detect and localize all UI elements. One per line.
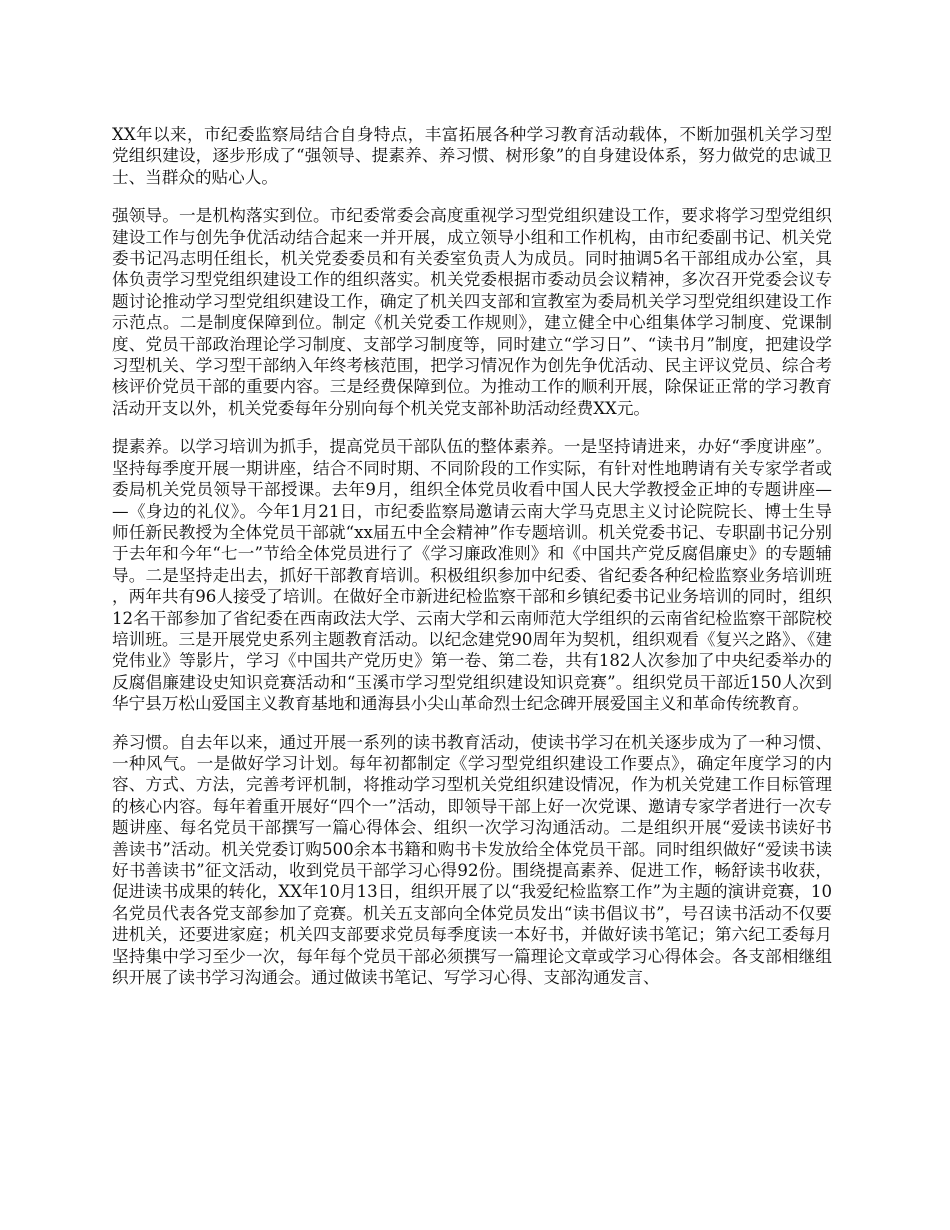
paragraph-improve-quality: 提素养。以学习培训为抓手，提高党员干部队伍的整体素养。一是坚持请进来，办好“季度讲座”。坚持每季度开展一期讲座，结合不同时期、不同阶段的工作实际，有针对性地聘请有关专家学者或委局机关党员领导干部授课。去年9月，组织全体党员收看中国人民大学教授金正坤的专题讲座——《身边的礼仪》。今年1月21日，市纪委监察局邀请云南大学马克思主义讨论院院长、博士生导师任新民教授为全体党员干部就“xx届五中全会精神”作专题培训。机关党委书记、专职副书记分别于去年和今年“七一”节给全体党员进行了《学习廉政准则》和《中国共产党反腐倡廉史》的专题辅导。二是坚持走出去，抓好干部教育培训。积极组织参加中纪委、省纪委各种纪检监察业务培训班，两年共有96人接受了培训。在做好全市新进纪检监察干部和乡镇纪委书记业务培训的同时，组织12名干部参加了省纪委在西南政法大学、云南大学和云南师范大学组织的云南省纪检监察干部院校培训班。三是开展党史系列主题教育活动。以纪念建党90周年为契机，组织观看《复兴之路》、《建党伟业》等影片，学习《中国共产党历史》第一卷、第二卷，共有182人次参加了中央纪委举办的反腐倡廉建设史知识竞赛活动和“玉溪市学习型党组织建设知识竞赛”。组织党员干部近150人次到华宁县万松山爱国主义教育基地和通海县小尖山革命烈士纪念碑开展爱国主义和革命传统教育。 bbox=[112, 437, 832, 714]
paragraph-strong-leadership: 强领导。一是机构落实到位。市纪委常委会高度重视学习型党组织建设工作，要求将学习型党组织建设工作与创先争优活动结合起来一并开展，成立领导小组和工作机构，由市纪委副书记、机关党委书记冯志明任组长，机关党委委员和有关委室负责人为成员。同时抽调5名干部组成办公室，具体负责学习型党组织建设工作的组织落实。机关党委根据市委动员会议精神，多次召开党委会议专题讨论推动学习型党组织建设工作，确定了机关四支部和宣教室为委局机关学习型党组织建设工作示范点。二是制度保障到位。制定《机关党委工作规则》，建立健全中心组集体学习制度、党课制度、党员干部政治理论学习制度、支部学习制度等，同时建立“学习日”、“读书月”制度，把建设学习型机关、学习型干部纳入年终考核范围，把学习情况作为创先争优活动、民主评议党员、综合考核评价党员干部的重要内容。三是经费保障到位。为推动工作的顺利开展，除保证正常的学习教育活动开支以外，机关党委每年分别向每个机关党支部补助活动经费XX元。 bbox=[112, 206, 832, 418]
document-body bbox=[112, 124, 832, 1005]
paragraph-intro: XX年以来，市纪委监察局结合自身特点，丰富拓展各种学习教育活动载体，不断加强机关学习型党组织建设，逐步形成了“强领导、提素养、养习惯、树形象”的自身建设体系，努力做党的忠诚卫士、当群众的贴心人。 bbox=[112, 125, 832, 187]
paragraph-build-habits: 养习惯。自去年以来，通过开展一系列的读书教育活动，使读书学习在机关逐步成为了一种习惯、一种风气。一是做好学习计划。每年初都制定《学习型党组织建设工作要点》，确定年度学习的内容、方式、方法，完善考评机制，将推动学习型机关党组织建设情况，作为机关党建工作目标管理的核心内容。每年着重开展好“四个一”活动，即领导干部上好一次党课、邀请专家学者进行一次专题讲座、每名党员干部撰写一篇心得体会、组织一次学习沟通活动。二是组织开展“爱读书读好书善读书”活动。机关党委订购500余本书籍和购书卡发放给全体党员干部。同时组织做好“爱读书读好书善读书”征文活动，收到党员干部学习心得92份。围绕提高素养、促进工作，畅舒读书收获，促进读书成果的转化，XX年10月13日，组织开展了以“我爱纪检监察工作”为主题的演讲竞赛，10名党员代表各党支部参加了竞赛。机关五支部向全体党员发出“读书倡议书”，号召读书活动不仅要进机关，还要进家庭；机关四支部要求党员每季度读一本好书，并做好读书笔记；第六纪工委每月坚持集中学习至少一次，每年每个党员干部必须撰写一篇理论文章或学习心得体会。各支部相继组织开展了读书学习沟通会。通过做读书笔记、写学习心得、支部沟通发言、 bbox=[112, 732, 832, 988]
